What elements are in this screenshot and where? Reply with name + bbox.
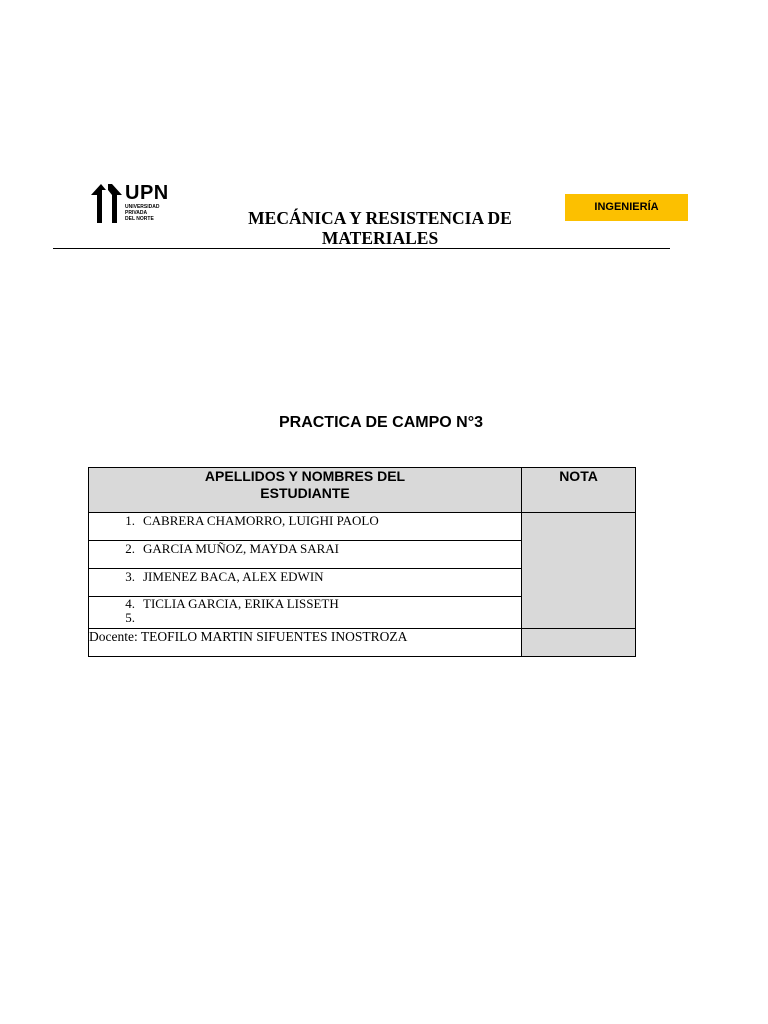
column-header-grade: NOTA — [522, 468, 636, 513]
student-name-cell: 1. CABRERA CHAMORRO, LUIGHI PAOLO — [89, 513, 522, 541]
table-header-row — [89, 468, 636, 513]
faculty-badge: INGENIERÍA — [565, 194, 688, 221]
docente-cell: Docente: TEOFILO MARTIN SIFUENTES INOSTROZA — [89, 629, 522, 657]
practice-title: PRACTICA DE CAMPO N°3 — [278, 414, 484, 431]
course-title: MECÁNICA Y RESISTENCIA DE MATERIALES — [248, 208, 512, 248]
column-header-names: APELLIDOS Y NOMBRES DEL ESTUDIANTE — [89, 468, 522, 513]
table-row — [89, 513, 636, 541]
students-table — [88, 467, 636, 657]
student-name-cell: 2. GARCIA MUÑOZ, MAYDA SARAI — [89, 541, 522, 569]
header-divider — [53, 248, 670, 249]
logo-text: UPN — [125, 182, 169, 204]
docente-grade-cell — [522, 629, 636, 657]
logo-subtitle: UNIVERSIDAD PRIVADA DEL NORTE — [125, 204, 160, 222]
grade-cell — [522, 513, 636, 629]
upn-logo-icon — [90, 183, 124, 223]
docente-row — [89, 629, 636, 657]
student-name-cell: 3. JIMENEZ BACA, ALEX EDWIN — [89, 569, 522, 597]
student-name-cell: 4. TICLIA GARCIA, ERIKA LISSETH 5. — [89, 597, 522, 629]
upn-logo — [90, 183, 170, 227]
